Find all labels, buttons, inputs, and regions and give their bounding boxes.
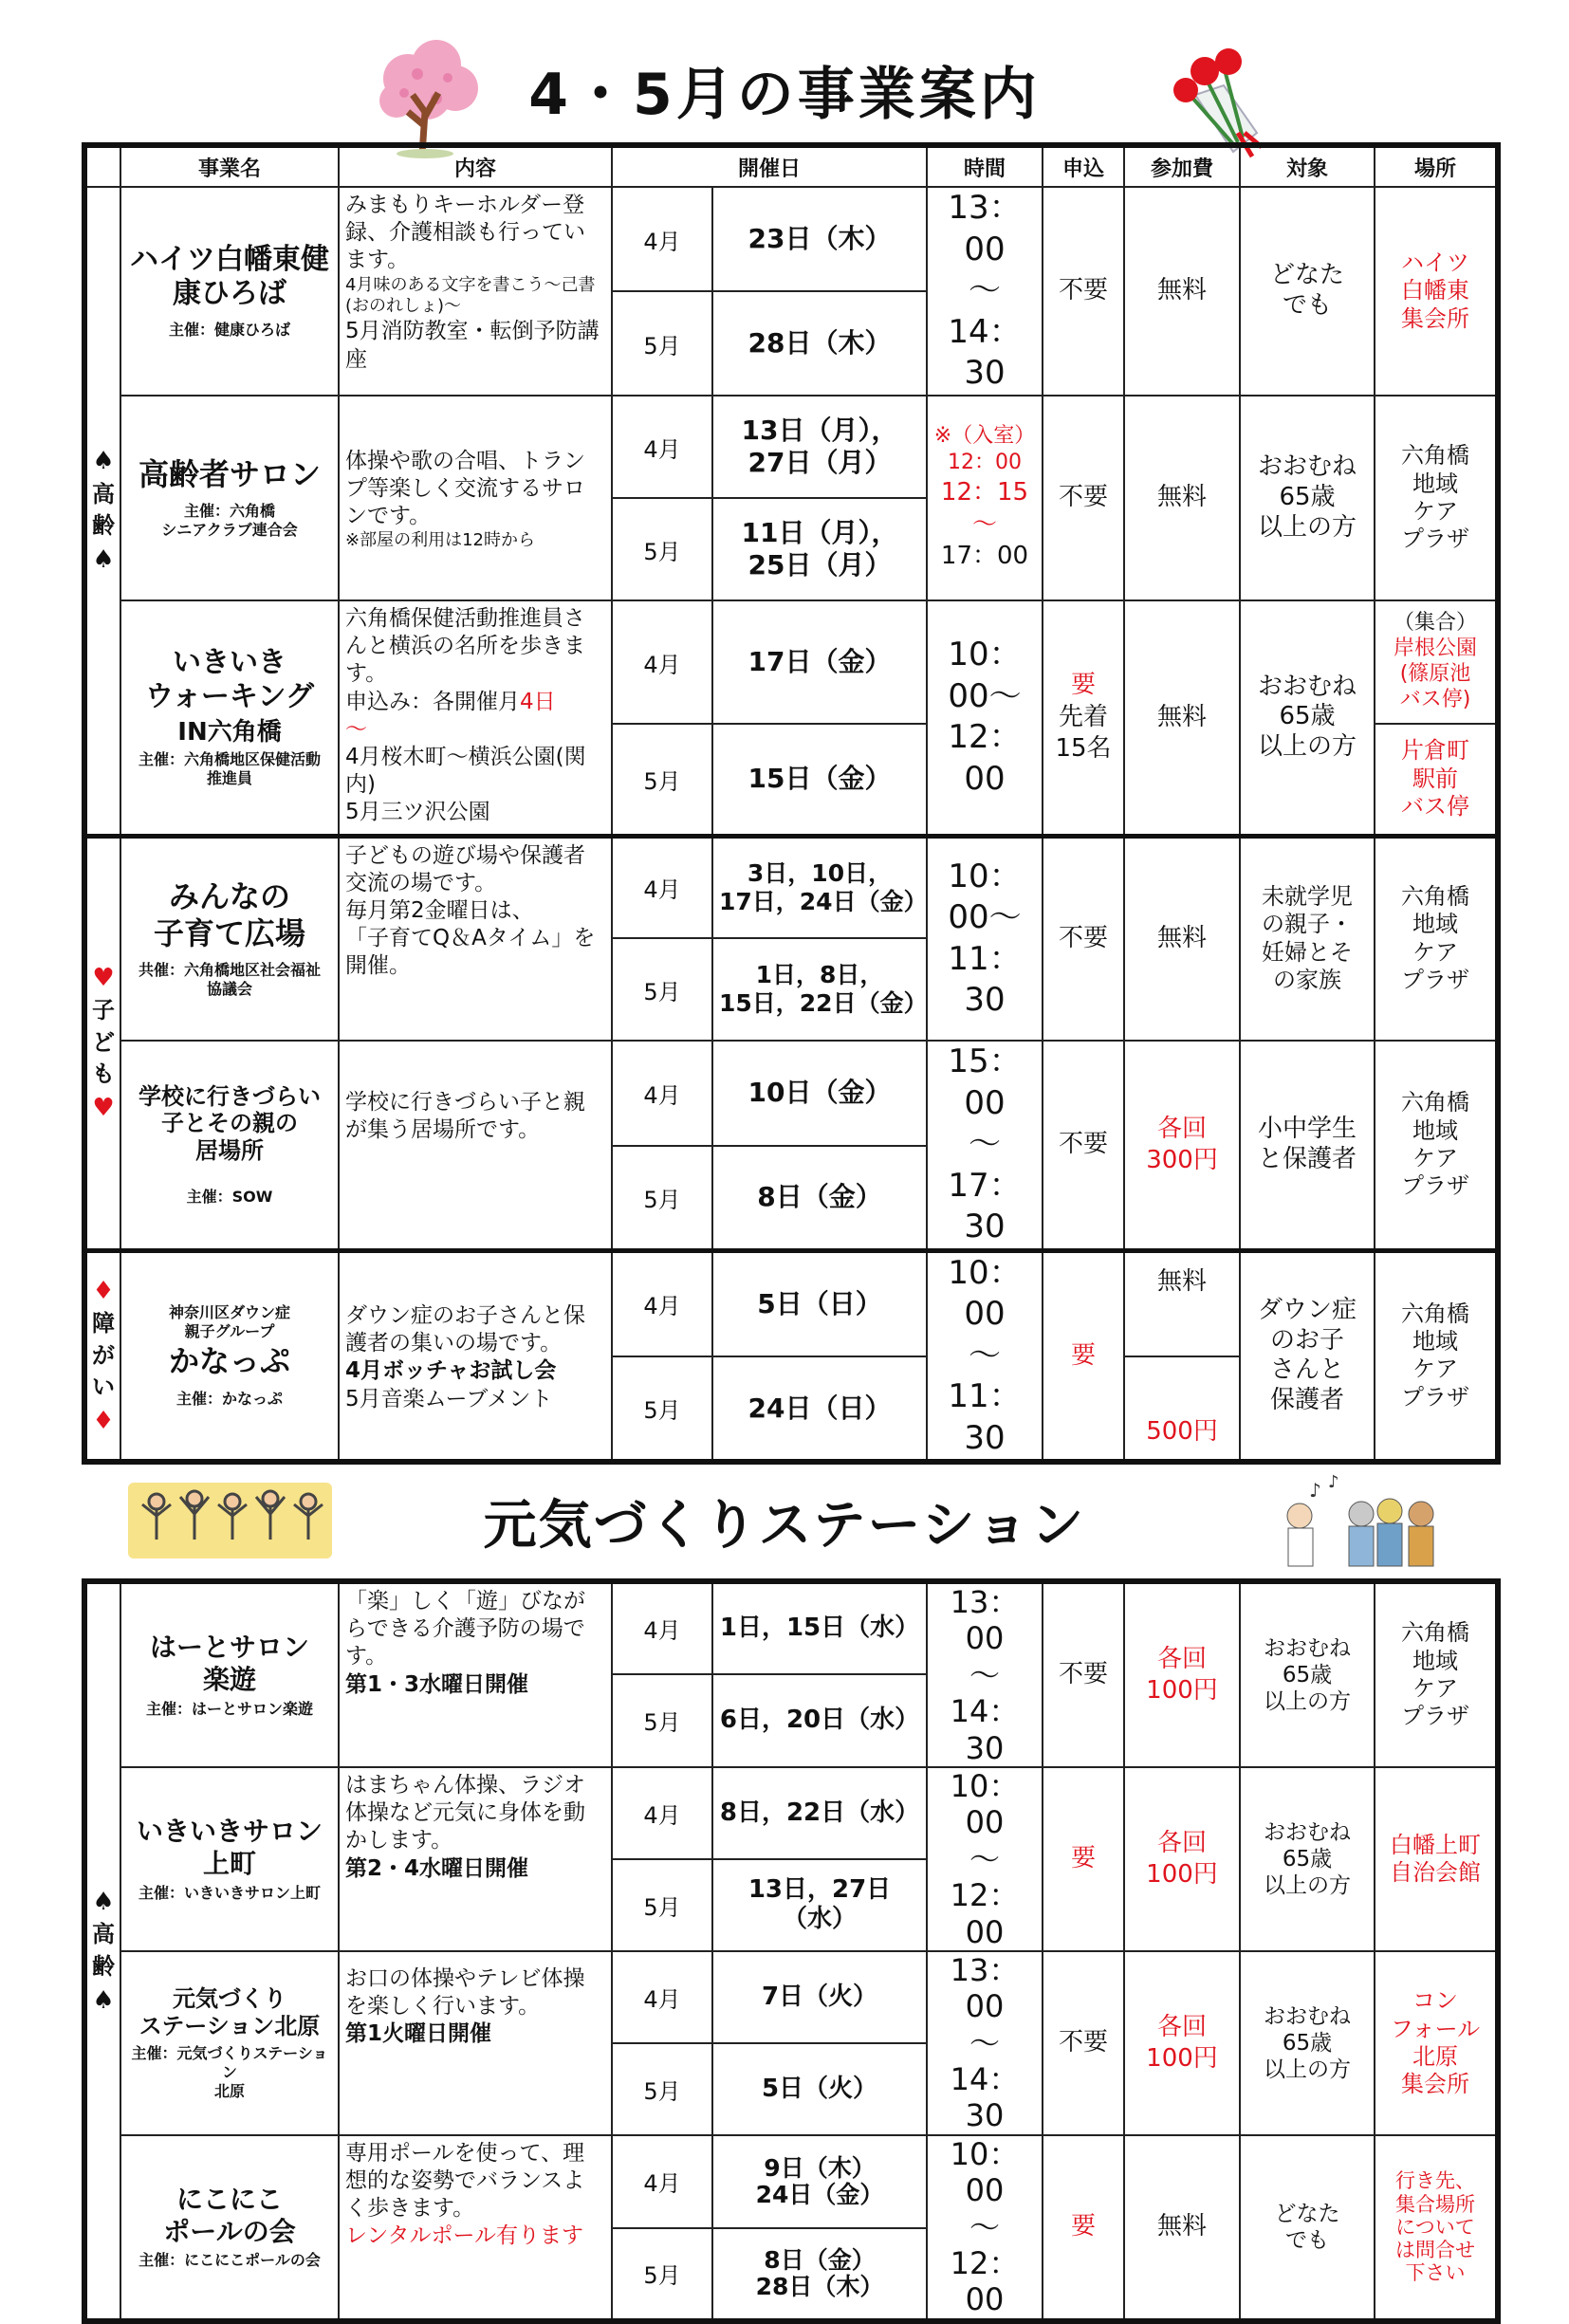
table-row [84, 2135, 1498, 2228]
event-name-cell [120, 1767, 339, 1951]
header-place: 場所 [1375, 145, 1498, 187]
month-cell: 4月 [612, 600, 712, 724]
event-organizer: 主催：健康ひろば [168, 321, 290, 339]
fee-cell: 無料 [1124, 187, 1240, 396]
event-name-cell [120, 396, 339, 600]
category-child: ♥ 子 ど も ♥ [84, 836, 120, 1250]
event-name-cell [120, 187, 339, 396]
target-cell: ダウン症 のお子 さんと 保護者 [1240, 1250, 1375, 1462]
day-cell: 8日，22日（水） [712, 1767, 927, 1859]
diamond-icon: ♦ [92, 1276, 115, 1305]
apply-cell: 不要 [1043, 836, 1124, 1041]
day-cell: 10日（金） [712, 1041, 927, 1146]
heart-icon: ♥ [92, 963, 115, 992]
month-cell: 4月 [612, 2135, 712, 2228]
event-name: 学校に行きづらい 子とその親の 居場所 [138, 1082, 321, 1165]
target-cell: 未就学児 の親子・ 妊婦とそ の家族 [1240, 836, 1375, 1041]
event-content: お口の体操やテレビ体操を楽しく行います。 第1火曜日開催 [339, 1951, 612, 2135]
day-cell: 28日（木） [712, 291, 927, 396]
target-cell: どなた でも [1240, 187, 1375, 396]
month-cell: 4月 [612, 836, 712, 938]
day-cell: 11日（月）， 25日（月） [712, 498, 927, 600]
day-cell: 24日（日） [712, 1356, 927, 1463]
time-cell: 13：00 ～ 14：30 [927, 187, 1043, 396]
time-cell: 10：00 ～ 11：30 [927, 1250, 1043, 1462]
header-fee: 参加費 [1124, 145, 1240, 187]
event-organizer: 主催：六角橋 シニアクラブ連合会 [161, 502, 298, 540]
time-cell: ※（入室） 12：00 12：15～ 17：00 [927, 396, 1043, 600]
event-name: にこにこ ポールの会 [163, 2184, 296, 2247]
event-name: 元気づくり ステーション北原 [138, 1985, 321, 2039]
event-organizer: 主催：いきいきサロン上町 [138, 1883, 321, 1902]
apply-cell: 要 [1043, 1767, 1124, 1951]
event-organizer: 主催：六角橋地区保健活動 推進員 [138, 750, 321, 788]
target-cell: どなた でも [1240, 2135, 1375, 2321]
svg-text:♪: ♪ [1328, 1472, 1339, 1492]
target-cell: おおむね 65歳 以上の方 [1240, 1767, 1375, 1951]
fee-cell: 各回 100円 [1124, 1767, 1240, 1951]
event-content: 子どもの遊び場や保護者交流の場です。 毎月第2金曜日は、 「子育てQ＆Aタイム」を 開催。 [339, 836, 612, 1041]
place-cell: 六角橋 地域 ケア プラザ [1375, 1250, 1498, 1462]
header-content: 内容 [339, 145, 612, 187]
event-name: はーとサロン 楽遊 [149, 1632, 309, 1695]
spade-icon: ♠ [92, 447, 115, 476]
month-cell: 5月 [612, 724, 712, 836]
table-row [84, 396, 1498, 498]
event-content: みまもりキーホルダー登録、介護相談も行っています。 4月味のある文字を書こう～己書(おのれしょ)～ 5月消防教室・転倒予防講座 [339, 187, 612, 396]
month-cell: 5月 [612, 1859, 712, 1951]
target-cell: おおむね 65歳 以上の方 [1240, 1581, 1375, 1767]
event-name-cell: 神奈川区ダウン症 親子グループ かなっぷ 主催：かなっぷ [120, 1250, 339, 1462]
day-cell: 3日，10日， 17日，24日（金） [712, 836, 927, 938]
table-row [84, 836, 1498, 938]
header-target: 対象 [1240, 145, 1375, 187]
day-cell: 15日（金） [712, 724, 927, 836]
event-name-cell [120, 836, 339, 1041]
category-disability: ♦ 障 が い ♦ [84, 1250, 120, 1462]
header-apply: 申込 [1043, 145, 1124, 187]
event-name: みんなの 子育て広場 [153, 878, 305, 951]
category-senior: ♠ 高 齢 ♠ [84, 1581, 120, 2321]
time-cell: 15：00 ～ 17：30 [927, 1041, 1043, 1250]
month-cell: 5月 [612, 1356, 712, 1463]
day-cell: 8日（金） [712, 1146, 927, 1251]
day-cell: 6日，20日（水） [712, 1674, 927, 1767]
day-cell: 5日（日） [712, 1250, 927, 1356]
month-cell: 4月 [612, 1581, 712, 1674]
day-cell: 17日（金） [712, 600, 927, 724]
header-row [84, 145, 1498, 187]
event-name: かなっぷ [168, 1343, 290, 1380]
apply-cell: 不要 [1043, 396, 1124, 600]
fee-cell: 無料 [1124, 1250, 1240, 1356]
place-cell: 六角橋 地域 ケア プラザ [1375, 1581, 1498, 1767]
apply-cell: 不要 [1043, 187, 1124, 396]
event-content: 学校に行きづらい子と親が集う居場所です。 [339, 1041, 612, 1250]
event-organizer: 主催：にこにこポールの会 [138, 2251, 321, 2270]
month-cell: 4月 [612, 1041, 712, 1146]
place-cell: 片倉町 駅前 バス停 [1375, 724, 1498, 836]
event-name-cell [120, 2135, 339, 2321]
day-cell: 5日（火） [712, 2043, 927, 2135]
fee-cell: 500円 [1124, 1356, 1240, 1463]
apply-cell: 不要 [1043, 1581, 1124, 1767]
apply-cell: 不要 [1043, 1041, 1124, 1250]
place-cell: 白幡上町 自治会館 [1375, 1767, 1498, 1951]
event-name: いきいき ウォーキング IN六角橋 [145, 646, 314, 747]
place-cell: 六角橋 地域 ケア プラザ [1375, 836, 1498, 1041]
svg-text:♪: ♪ [1309, 1479, 1321, 1502]
month-cell: 5月 [612, 2228, 712, 2321]
month-cell: 4月 [612, 396, 712, 498]
event-name-cell [120, 1581, 339, 1767]
event-content: 「楽」しく「遊」びながらできる介護予防の場です。 第1・3水曜日開催 [339, 1581, 612, 1767]
target-cell: おおむね 65歳 以上の方 [1240, 1951, 1375, 2135]
header-name: 事業名 [120, 145, 339, 187]
event-name-cell [120, 1041, 339, 1250]
event-content: ダウン症のお子さんと保護者の集いの場です。 4月ボッチャお試し会 5月音楽ムーブメント [339, 1250, 612, 1462]
day-cell: 1日，15日（水） [712, 1581, 927, 1674]
table-row [84, 1951, 1498, 2043]
month-cell: 5月 [612, 498, 712, 600]
month-cell: 5月 [612, 938, 712, 1041]
page-title: 4・5月の事業案内 [528, 62, 1041, 128]
apply-cell: 要 [1043, 2135, 1124, 2321]
event-name-cell [120, 600, 339, 836]
day-cell: 13日，27日（水） [712, 1859, 927, 1951]
place-cell: ハイツ 白幡東 集会所 [1375, 187, 1498, 396]
event-name: ハイツ白幡東健康ひろば [130, 243, 329, 310]
event-name-cell [120, 1951, 339, 2135]
month-cell: 4月 [612, 1767, 712, 1859]
place-cell: 六角橋 地域 ケア プラザ [1375, 396, 1498, 600]
event-organizer: 主催：かなっぷ [175, 1389, 283, 1408]
event-name: いきいきサロン 上町 [136, 1816, 323, 1879]
target-cell: おおむね 65歳 以上の方 [1240, 396, 1375, 600]
fee-cell: 無料 [1124, 396, 1240, 600]
event-content: 専用ポールを使って、理想的な姿勢でバランスよく歩きます。 レンタルポール有ります [339, 2135, 612, 2321]
day-cell: 1日，8日， 15日，22日（金） [712, 938, 927, 1041]
header-date: 開催日 [612, 145, 927, 187]
fee-cell: 無料 [1124, 2135, 1240, 2321]
apply-cell: 要 先着 15名 [1043, 600, 1124, 836]
month-cell: 4月 [612, 1951, 712, 2043]
month-cell: 5月 [612, 2043, 712, 2135]
fee-cell: 各回 300円 [1124, 1041, 1240, 1250]
time-cell: 13：00 ～ 14：30 [927, 1951, 1043, 2135]
table-row [84, 1250, 1498, 1356]
table-row [84, 187, 1498, 291]
time-cell: 13：00 ～ 14：30 [927, 1581, 1043, 1767]
target-cell: おおむね 65歳 以上の方 [1240, 600, 1375, 836]
apply-cell: 要 [1043, 1250, 1124, 1462]
station-table [82, 1578, 1501, 2324]
table-row [84, 600, 1498, 724]
time-cell: 10：00 ～ 12：00 [927, 2135, 1043, 2321]
month-cell: 5月 [612, 1674, 712, 1767]
place-cell: 六角橋 地域 ケア プラザ [1375, 1041, 1498, 1250]
event-organizer: 共催：六角橋地区社会福祉 協議会 [138, 961, 321, 999]
fee-cell: 各回 100円 [1124, 1581, 1240, 1767]
section-title: 元気づくりステーション [483, 1495, 1086, 1557]
place-cell: 行き先、 集合場所 について は問合せ 下さい [1375, 2135, 1498, 2321]
time-cell: 10：00 ～ 12：00 [927, 1767, 1043, 1951]
fee-cell: 無料 [1124, 836, 1240, 1041]
table-row [84, 1041, 1498, 1146]
category-senior: ♠ 高 齢 ♠ [84, 187, 120, 836]
event-organizer: 主催：元気づくりステーション 北原 [131, 2043, 328, 2100]
day-cell: 13日（月）， 27日（月） [712, 396, 927, 498]
month-cell: 4月 [612, 187, 712, 291]
target-cell: 小中学生 と保護者 [1240, 1041, 1375, 1250]
table-row [84, 1581, 1498, 1674]
apply-cell: 不要 [1043, 1951, 1124, 2135]
event-content: 体操や歌の合唱、トランプ等楽しく交流するサロンです。 ※部屋の利用は12時から [339, 396, 612, 600]
month-cell: 5月 [612, 291, 712, 396]
spade-icon: ♠ [92, 1985, 115, 2015]
event-name: 高齢者サロン [138, 455, 321, 492]
day-cell: 23日（木） [712, 187, 927, 291]
time-cell: 10： 00～ 11： 30 [927, 836, 1043, 1041]
diamond-icon: ♦ [92, 1406, 115, 1435]
day-cell: 9日（木） 24日（金） [712, 2135, 927, 2228]
header-cell-blank [84, 145, 120, 187]
fee-cell: 無料 [1124, 600, 1240, 836]
day-cell: 8日（金） 28日（木） [712, 2228, 927, 2321]
place-cell: （集合） 岸根公園 (篠原池 バス停) [1375, 600, 1498, 724]
day-cell: 7日（火） [712, 1951, 927, 2043]
month-cell: 4月 [612, 1250, 712, 1356]
fee-cell: 各回 100円 [1124, 1951, 1240, 2135]
header-time: 時間 [927, 145, 1043, 187]
schedule-table [82, 142, 1501, 1465]
table-row [84, 1767, 1498, 1859]
time-cell: 10： 00～ 12： 00 [927, 600, 1043, 836]
event-content: はまちゃん体操、ラジオ体操など元気に身体を動かします。 第2・4水曜日開催 [339, 1767, 612, 1951]
place-cell: コン フォール 北原 集会所 [1375, 1951, 1498, 2135]
spade-icon: ♠ [92, 544, 115, 574]
heart-icon: ♥ [92, 1093, 115, 1122]
spade-icon: ♠ [92, 1887, 115, 1916]
event-organizer: 主催：はーとサロン楽遊 [145, 1699, 313, 1718]
event-content: 六角橋保健活動推進員さんと横浜の名所を歩きます。 申込み：各開催月4日 ～ 4月桜木町～横浜公園(関内) 5月三ツ沢公園 [339, 600, 612, 836]
month-cell: 5月 [612, 1146, 712, 1251]
event-organizer: 主催：SOW [186, 1187, 273, 1206]
